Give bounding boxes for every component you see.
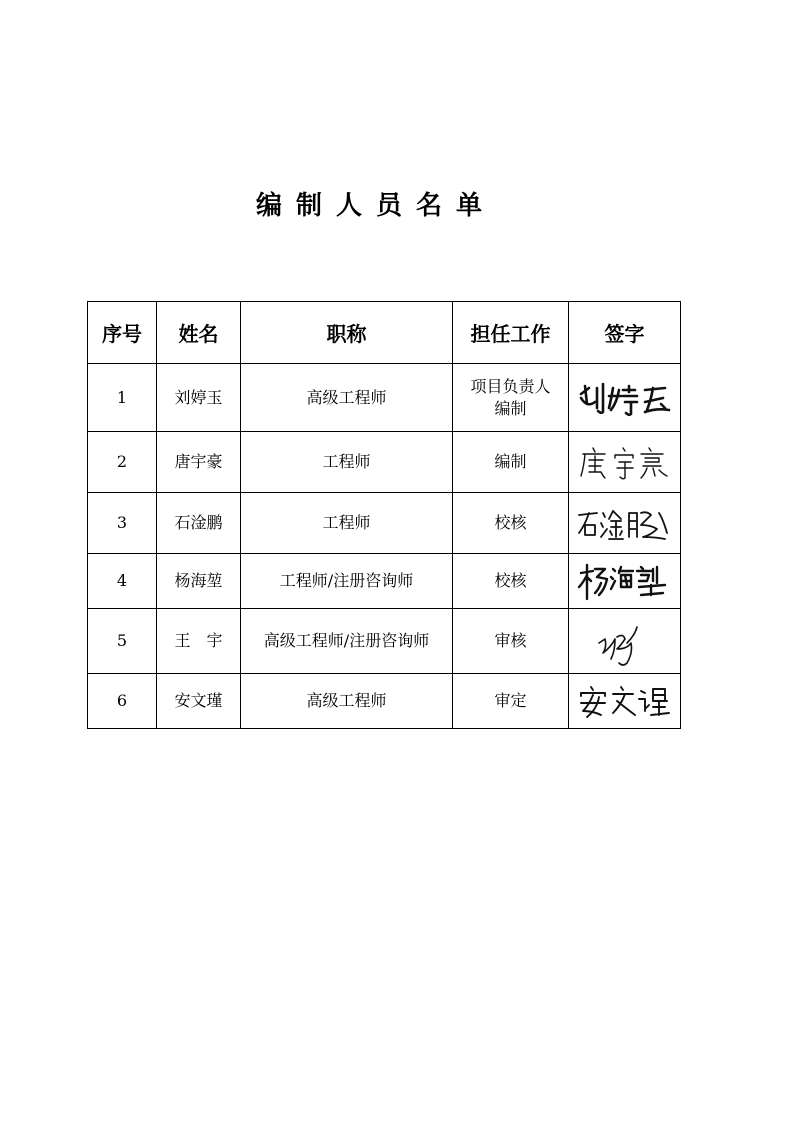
duty-line: 审核 [494,631,527,650]
cell-no: 3 [88,493,157,554]
cell-name: 刘婷玉 [157,364,241,432]
signature-image [575,613,675,669]
table-row [88,493,681,554]
table-row [88,432,681,493]
cell-name: 唐宇豪 [157,432,241,493]
header-title: 职称 [241,302,453,364]
cell-no: 4 [88,554,157,609]
cell-name: 安文瑾 [157,674,241,729]
cell-name: 杨海堃 [157,554,241,609]
page-title: 编制人员名单 [255,191,496,221]
cell-signature [569,609,681,674]
header-no: 序号 [88,302,157,364]
cell-name: 王 宇 [157,609,241,674]
cell-duty [453,432,569,493]
cell-title: 高级工程师/注册咨询师 [241,609,453,674]
cell-no: 1 [88,364,157,432]
signature-image [575,442,675,482]
cell-title: 工程师/注册咨询师 [241,554,453,609]
cell-title: 高级工程师 [241,364,453,432]
signature-image [575,378,675,418]
cell-duty [453,609,569,674]
cell-title: 工程师 [241,432,453,493]
header-duty: 担任工作 [453,302,569,364]
cell-signature [569,364,681,432]
table-row [88,554,681,609]
duty-line: 校核 [494,513,527,532]
cell-no: 5 [88,609,157,674]
cell-signature [569,432,681,493]
signature-image [575,681,675,721]
table-row [88,609,681,674]
cell-duty [453,674,569,729]
duty-line: 审定 [494,691,527,710]
cell-name: 石淦鹏 [157,493,241,554]
cell-duty [453,493,569,554]
cell-title: 工程师 [241,493,453,554]
header-name: 姓名 [157,302,241,364]
cell-title: 高级工程师 [241,674,453,729]
table-header-row [88,302,681,364]
cell-duty [453,364,569,432]
duty-line: 编制 [494,452,527,471]
header-signature: 签字 [569,302,681,364]
cell-signature [569,674,681,729]
signature-image [575,559,675,603]
table-row [88,674,681,729]
staff-table [87,301,681,729]
cell-no: 2 [88,432,157,493]
signature-image [575,503,675,543]
duty-line: 项目负责人 [470,376,551,396]
table-row [88,364,681,432]
duty-line: 校核 [494,571,527,590]
cell-signature [569,554,681,609]
duty-line: 编制 [494,398,527,418]
cell-duty [453,554,569,609]
cell-no: 6 [88,674,157,729]
cell-signature [569,493,681,554]
